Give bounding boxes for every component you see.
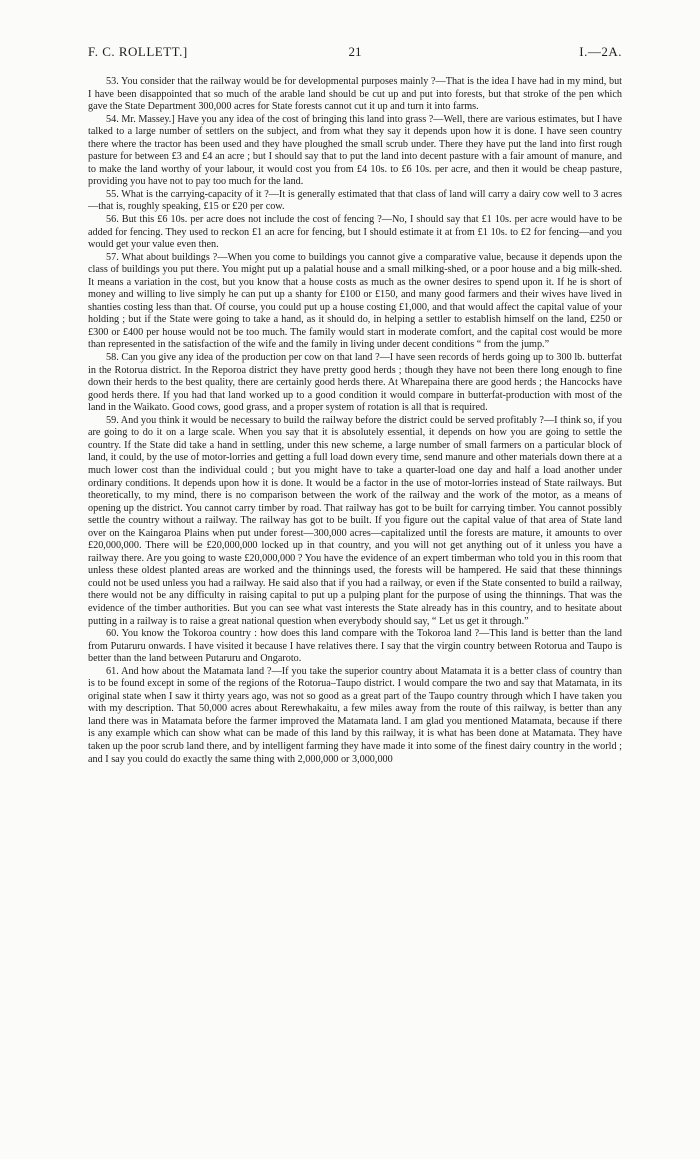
question-56: 56. But this £6 10s. per acre does not include the cost of fencing ?—No, I should say that £1 10s. per acre would have to be added for fencing. They used to reckon £1 an acre for fencing, but I should estimate it at from £1 10s. to £2 for fencing—and you would get your value even then.	[88, 214, 622, 251]
page-header	[88, 44, 622, 62]
question-53: 53. You consider that the railway would be for developmental purposes mainly ?—That is the idea I have had in my mind, but I have been disappointed that so much of the arable land should be cut up and put into forests, but that stroke of the pen which gave the State Department 300,000 acres for State forests cannot cut it up and turn it into farms.	[88, 76, 622, 113]
question-54: 54. Mr. Massey.] Have you any idea of the cost of bringing this land into grass ?—Well, there are various estimates, but I have talked to a large number of settlers on the subject, and from what they say it depends upon how it is done. I have seen country there where the tractor has been used and they have ploughed the small scrub under. There they have put the land into first rough pasture for between £3 and £4 an acre ; but I should say that to put the land into decent pasture with a fair amount of manure, and to make the land worthy of your labour, it would cost you from £4 10s. to £6 10s. per acre, and then it would be cheap pasture, providing you have not to pay too much for the land.	[88, 113, 622, 188]
question-57: 57. What about buildings ?—When you come to buildings you cannot give a comparative value, because it depends upon the class of buildings you put there. You might put up a palatial house and a small milking-shed, or a poor house and a big milk-shed. It means a variation in the cost, but you know that a house costs as much as the owner desires to spend upon it. If he is short of money and willing to live simply he can put up a shanty for £100 or £150, and many good farmers and their wives have lived in shanties costing less than that. Of course, you could put up a house costing £1,000, and that would affect the capital value of your holding ; but if the State were going to take a hand, as it should do, in helping a settler to establish himself on the land, £250 or £300 or £400 per house would not be too much. The family would start in moderate comfort, and the capital cost would be more than represented in the satisfaction of the wife and the family in living under decent conditions “ from the jump.”	[88, 251, 622, 351]
page-number: 21	[348, 44, 362, 59]
evidence-body	[88, 76, 622, 766]
question-60: 60. You know the Tokoroa country : how does this land compare with the Tokoroa land ?—This land is better than the land from Putaruru onwards. I have visited it because I have relatives there. I say that the virgin country between Rotorua and Taupo is better than the land between Putaruru and Ongaroto.	[88, 628, 622, 665]
question-58: 58. Can you give any idea of the production per cow on that land ?—I have seen records of herds going up to 300 lb. butterfat in the Rotorua district. In the Reporoa district they have pretty good herds ; though they have not been there long enough to fine down their herds to the best quality, there are certainly good herds there. At Wharepaina there are good herds ; the Hancocks have good herds there. If you had that land worked up to a good condition it would compare in butterfat-production with most of the land in the Waikato. Good cows, good grass, and a proper system of rotation is all that is required.	[88, 352, 622, 414]
header-witness-name: F. C. ROLLETT.]	[88, 44, 188, 59]
question-61: 61. And how about the Matamata land ?—If you take the superior country about Matamata it is a better class of country than is to be found except in some of the regions of the Rotorua–Taupo district. I would compare the two and say that Matamata, in its original state when I saw it thirty years ago, was not so good as a great part of the Taupo country through which I have taken you with my description. That 50,000 acres about Rerewhakaitu, a few miles away from the route of this railway, is better than any land there was in Matamata before the farmer improved the Matamata land. I am glad you mentioned Matamata, because if there is any example which can show what can be made of this land by this railway, it is what has been done at Matamata. They have taken up the poor scrub land there, and by intelligent farming they have made it into some of the finest dairy country in the world ; and I say you could do exactly the same thing with 2,000,000 or 3,000,000	[88, 665, 622, 765]
question-59: 59. And you think it would be necessary to build the railway before the district could be served profitably ?—I think so, if you are going to do it on a large scale. When you say that it is absolutely essential, it depends on how you are going to settle the country. If the State did take a hand in settling, under this new scheme, a large number of small farmers on a particular block of land, it could, by the use of motor-lorries and getting a full load down every time, send manure and other materials down there at a much lower cost than the individual could ; but you might have to take a quarter-load one day and half a load another under ordinary conditions. It depends upon how it is done. It would be a factor in the use of motor-lorries instead of State railways. But theoretically, to my mind, there is no comparison between the work of the railway and the work of the motor, as a means of opening up the district. You cannot carry timber by road. That railway has got to be built for carrying timber. You cannot possibly settle the country without a railway. The railway has got to be built. If you figure out the capital value of that area of State land over on the Kaingaroa Plains when put under forest—300,000 acres—capitalized until the forests are mature, it amounts to over £20,000,000. There will be £20,000,000 locked up in that country, and you will not get anything out of it unless you have a railway there. Are you going to waste £20,000,000 ? You have the evidence of an expert timberman who told you in this room that unless these oldest planted areas are worked and the thinnings used, the forests will be hampered. He said that these thinnings could not be used unless you had a railway. He said also that if you had a railway, or even if the State consented to build a railway, there would not be any difficulty in raising capital to put up a pulping plant for the purpose of using the thinnings. That was the evidence of the timber authorities. But you can see what vast interests the State already has in this country, and to hesitate about putting in a railway is to raise a great national question when everybody should say, “ Let us get it through.”	[88, 414, 622, 627]
paper-reference: I.—2A.	[579, 44, 622, 59]
question-55: 55. What is the carrying-capacity of it ?—It is generally estimated that that class of land will carry a dairy cow well to 3 acres—that is, roughly speaking, £15 or £20 per cow.	[88, 188, 622, 213]
